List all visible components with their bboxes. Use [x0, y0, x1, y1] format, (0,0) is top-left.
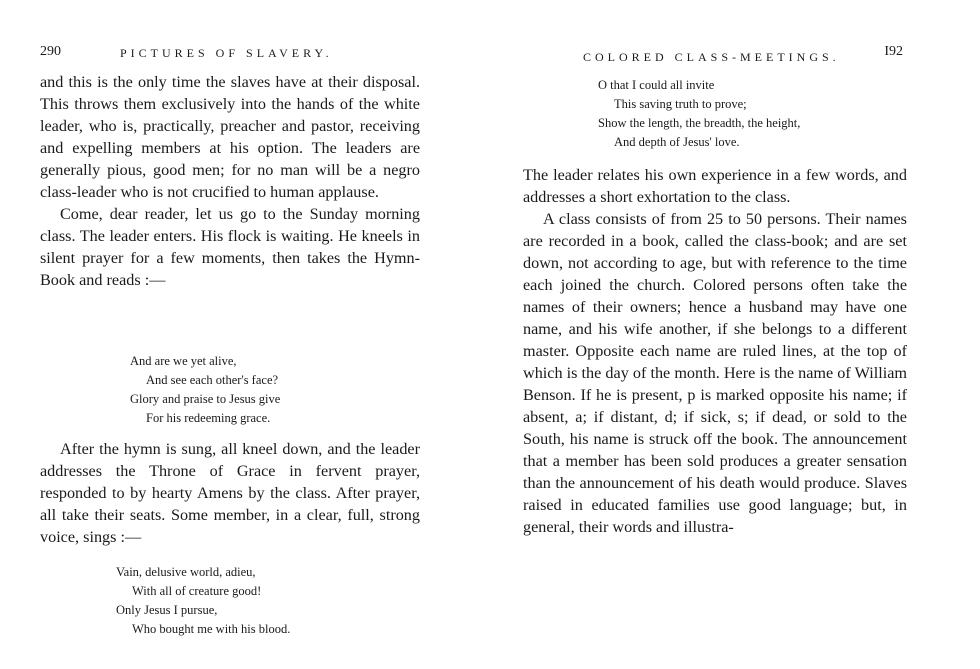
verse-line: For his redeeming grace.: [146, 411, 271, 425]
left-running-head: PICTURES OF SLAVERY.: [120, 46, 333, 60]
verse-line: Glory and praise to Jesus give: [130, 392, 281, 406]
verse-line: Vain, delusive world, adieu,: [116, 565, 256, 579]
right-paragraph-1: The leader relates his own experience in a few words, and addresses a short exhortation to the class.: [523, 166, 907, 206]
right-hymn-verse: [598, 76, 800, 152]
verse-line: O that I could all invite: [598, 78, 715, 92]
verse-line: And depth of Jesus' love.: [614, 135, 740, 149]
left-paragraph-2: Come, dear reader, let us go to the Sunday morning class. The leader enters. His flock is waiting. He kneels in silent prayer for a few moments, then takes the Hymn-Book and reads :—: [40, 205, 420, 289]
verse-line: And are we yet alive,: [130, 354, 237, 368]
left-running-header: [40, 44, 420, 64]
left-hymn-verse-1: [130, 352, 280, 428]
verse-line: Show the length, the breadth, the height,: [598, 116, 801, 130]
left-paragraph-3: After the hymn is sung, all kneel down, and the leader addresses the Throne of Grace in fervent prayer, responded to by hearty Amens by the class. After prayer, all take their seats. Some member, in a clear, full, strong voice, sings :—: [40, 440, 420, 546]
verse-line: Only Jesus I pursue,: [116, 603, 218, 617]
verse-line: Who bought me with his blood.: [132, 622, 291, 636]
verse-line: And see each other's face?: [146, 373, 279, 387]
right-page-number: I92: [884, 44, 903, 59]
verse-line: This saving truth to prove;: [614, 97, 747, 111]
right-paragraph-2: A class consists of from 25 to 50 persons. Their names are recorded in a book, called the class-book; and are set down, not according to age, but with reference to the time each joined the church. Colored persons often take the names of their owners; hence a husband may have one name, and his wife another, if she belongs to a different master. Opposite each name are ruled lines, at the top of which is the day of the month. Here is the name of William Benson. If he is present, p is marked opposite his name; if absent, a; if distant, d; if sick, s; if dead, or sold to the South, his name is struck off the book. The announcement that a member has been sold produces a greater sensation than the announcement of his death would produce. Slaves raised in educated families use good language; but, in general, their words and illustra-: [523, 210, 907, 536]
left-paragraph-1: and this is the only time the slaves have at their disposal. This throws them exclusively into the hands of the white leader, who is, practically, preacher and pastor, receiving and expelling members at his option. The leaders are generally pious, good men; for no man will be a negro class-leader who is not crucified to human applause.: [40, 73, 420, 201]
right-text-block: [523, 164, 907, 538]
left-page-number: 290: [40, 44, 61, 59]
left-text-block-1: [40, 71, 420, 291]
right-running-header: [523, 44, 907, 64]
left-hymn-verse-2: [116, 563, 290, 639]
right-running-head: COLORED CLASS-MEETINGS.: [583, 50, 840, 64]
verse-line: With all of creature good!: [132, 584, 262, 598]
left-text-block-2: [40, 438, 420, 548]
